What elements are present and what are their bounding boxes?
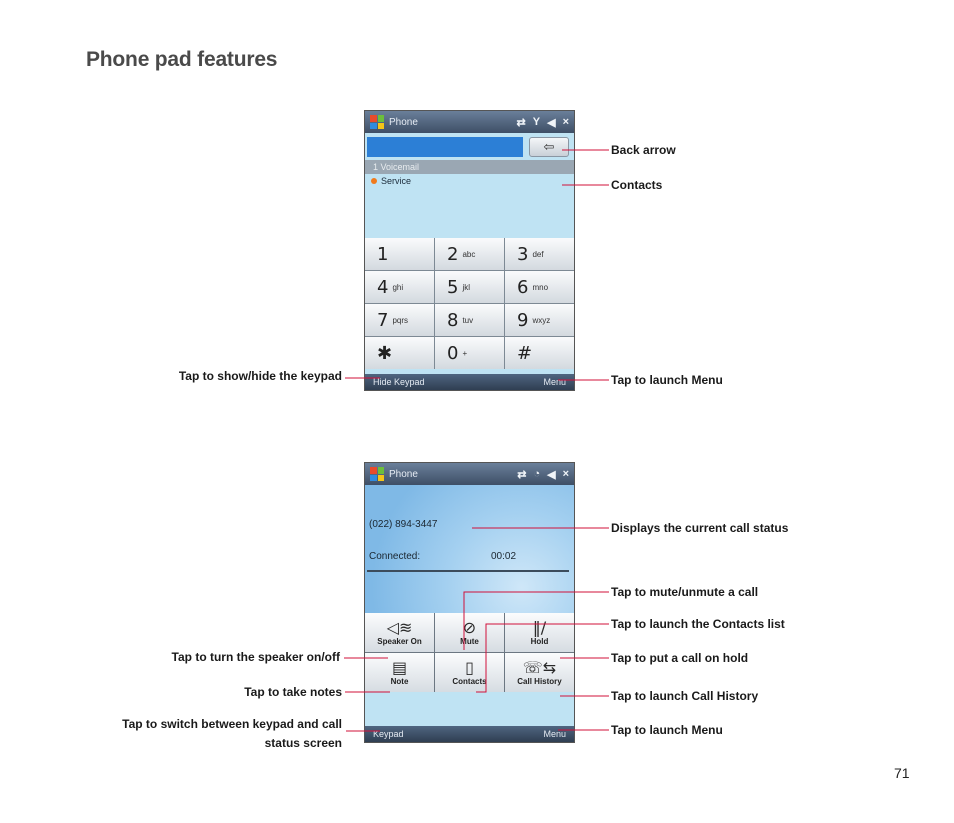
callout-contacts: Contacts bbox=[611, 178, 663, 192]
speaker-icon: ◁≋ bbox=[386, 618, 413, 637]
key-letters: abc bbox=[462, 249, 476, 259]
key-0[interactable] bbox=[435, 337, 504, 369]
callout-launch-menu-2: Tap to launch Menu bbox=[611, 723, 723, 737]
hold-button[interactable] bbox=[505, 613, 574, 652]
button-label: Hold bbox=[530, 637, 549, 646]
volume-icon[interactable]: ◀ bbox=[547, 116, 556, 129]
key-digit: 8 bbox=[447, 309, 459, 331]
phone-pad-screenshot bbox=[364, 110, 575, 391]
callout-back-arrow: Back arrow bbox=[611, 143, 676, 157]
app-title: Phone bbox=[389, 468, 418, 480]
contacts-icon: ▯ bbox=[465, 658, 474, 677]
callout-switch-line2: status screen bbox=[264, 736, 342, 750]
key-letters: tuv bbox=[462, 315, 474, 325]
button-label: Mute bbox=[460, 637, 479, 646]
button-label: Call History bbox=[517, 677, 562, 686]
key-8[interactable] bbox=[435, 304, 504, 336]
key-digit: 9 bbox=[517, 309, 529, 331]
callout-call-history: Tap to launch Call History bbox=[611, 689, 759, 703]
key-4[interactable] bbox=[365, 271, 434, 303]
key-digit: 4 bbox=[377, 276, 389, 298]
volume-icon[interactable]: ◀ bbox=[547, 468, 556, 481]
note-icon: ▤ bbox=[391, 658, 408, 677]
close-icon[interactable]: × bbox=[562, 115, 569, 128]
key-digit: ✱ bbox=[377, 342, 393, 364]
key-letters: mno bbox=[532, 282, 549, 292]
call-status-area bbox=[365, 485, 574, 613]
connectivity-icon[interactable]: ⇄ bbox=[517, 468, 527, 481]
callout-mute: Tap to mute/unmute a call bbox=[611, 585, 759, 599]
callout-hold: Tap to put a call on hold bbox=[611, 651, 749, 665]
call-history-button[interactable] bbox=[505, 653, 574, 692]
callout-speaker: Tap to turn the speaker on/off bbox=[171, 650, 340, 664]
key-digit: 6 bbox=[517, 276, 529, 298]
key-digit: 0 bbox=[447, 342, 459, 364]
call-active-icon[interactable]: ◔ bbox=[533, 467, 541, 480]
key-6[interactable] bbox=[505, 271, 574, 303]
key-digit: 1 bbox=[377, 243, 389, 265]
contact-item[interactable] bbox=[365, 174, 574, 188]
callout-notes: Tap to take notes bbox=[244, 685, 342, 699]
keypad-softkey[interactable]: Keypad bbox=[373, 729, 404, 739]
menu-softkey[interactable]: Menu bbox=[543, 377, 566, 387]
title-bar bbox=[365, 111, 574, 133]
callout-show-hide-keypad: Tap to show/hide the keypad bbox=[178, 369, 342, 383]
callout-switch-line1: Tap to switch between keypad and call bbox=[122, 717, 342, 731]
button-label: Note bbox=[390, 677, 409, 686]
contacts-button[interactable] bbox=[435, 653, 504, 692]
note-button[interactable] bbox=[365, 653, 434, 692]
callout-call-status: Displays the current call status bbox=[611, 521, 789, 535]
soft-key-bar bbox=[365, 726, 574, 742]
page-title: Phone pad features bbox=[86, 48, 278, 71]
mute-button[interactable] bbox=[435, 613, 504, 652]
key-digit: 5 bbox=[447, 276, 459, 298]
app-title: Phone bbox=[389, 116, 418, 128]
contact-bullet-icon bbox=[371, 178, 377, 184]
button-label: Contacts bbox=[452, 677, 487, 686]
windows-start-icon[interactable] bbox=[370, 115, 384, 129]
key-5[interactable] bbox=[435, 271, 504, 303]
status-divider bbox=[367, 570, 569, 572]
speaker-on-button[interactable] bbox=[365, 613, 434, 652]
key-letters: wxyz bbox=[532, 315, 551, 325]
windows-start-icon[interactable] bbox=[370, 467, 384, 481]
key-letters: jkl bbox=[462, 282, 471, 292]
call-status-screenshot bbox=[364, 462, 575, 743]
key-digit: 3 bbox=[517, 243, 529, 265]
hold-icon: ‖/ bbox=[532, 618, 547, 637]
key-7[interactable] bbox=[365, 304, 434, 336]
close-icon[interactable]: × bbox=[562, 467, 569, 480]
key-digit: # bbox=[517, 342, 533, 364]
key-1[interactable] bbox=[365, 238, 434, 270]
key-3[interactable] bbox=[505, 238, 574, 270]
call-timer: 00:02 bbox=[491, 551, 517, 562]
callout-switch bbox=[122, 717, 342, 751]
call-buttons bbox=[365, 613, 574, 692]
key-letters: pqrs bbox=[392, 315, 409, 325]
button-label: Speaker On bbox=[377, 637, 422, 646]
key-2[interactable] bbox=[435, 238, 504, 270]
callout-contacts-list: Tap to launch the Contacts list bbox=[611, 617, 785, 631]
back-arrow-icon: ⇦ bbox=[543, 138, 555, 154]
key-digit: 2 bbox=[447, 243, 459, 265]
dial-number-field[interactable] bbox=[367, 137, 523, 157]
key-hash[interactable] bbox=[505, 337, 574, 369]
keypad bbox=[365, 238, 574, 369]
title-bar bbox=[365, 463, 574, 485]
status-icons bbox=[517, 116, 569, 129]
key-letters: def bbox=[532, 249, 544, 259]
status-icons bbox=[517, 468, 569, 481]
soft-key-bar bbox=[365, 374, 574, 390]
page-number: 71 bbox=[894, 765, 910, 781]
connectivity-icon[interactable]: ⇄ bbox=[516, 116, 526, 129]
signal-icon[interactable]: Y bbox=[532, 115, 541, 128]
back-arrow-button[interactable] bbox=[529, 137, 569, 157]
callout-launch-menu: Tap to launch Menu bbox=[611, 373, 723, 387]
key-9[interactable] bbox=[505, 304, 574, 336]
key-letters: + bbox=[462, 348, 468, 358]
key-star[interactable] bbox=[365, 337, 434, 369]
connection-status: Connected: bbox=[369, 551, 421, 562]
dial-row bbox=[365, 133, 574, 160]
menu-softkey[interactable]: Menu bbox=[543, 729, 566, 739]
voicemail-item[interactable]: 1 Voicemail bbox=[365, 160, 574, 174]
mute-icon: ⊘ bbox=[462, 618, 477, 637]
key-letters: ghi bbox=[392, 282, 404, 292]
key-digit: 7 bbox=[377, 309, 389, 331]
hide-keypad-softkey[interactable]: Hide Keypad bbox=[373, 377, 425, 387]
contact-name: Service bbox=[381, 176, 412, 186]
caller-number: (022) 894-3447 bbox=[369, 519, 438, 530]
call-history-icon: ☏⇆ bbox=[522, 658, 557, 677]
